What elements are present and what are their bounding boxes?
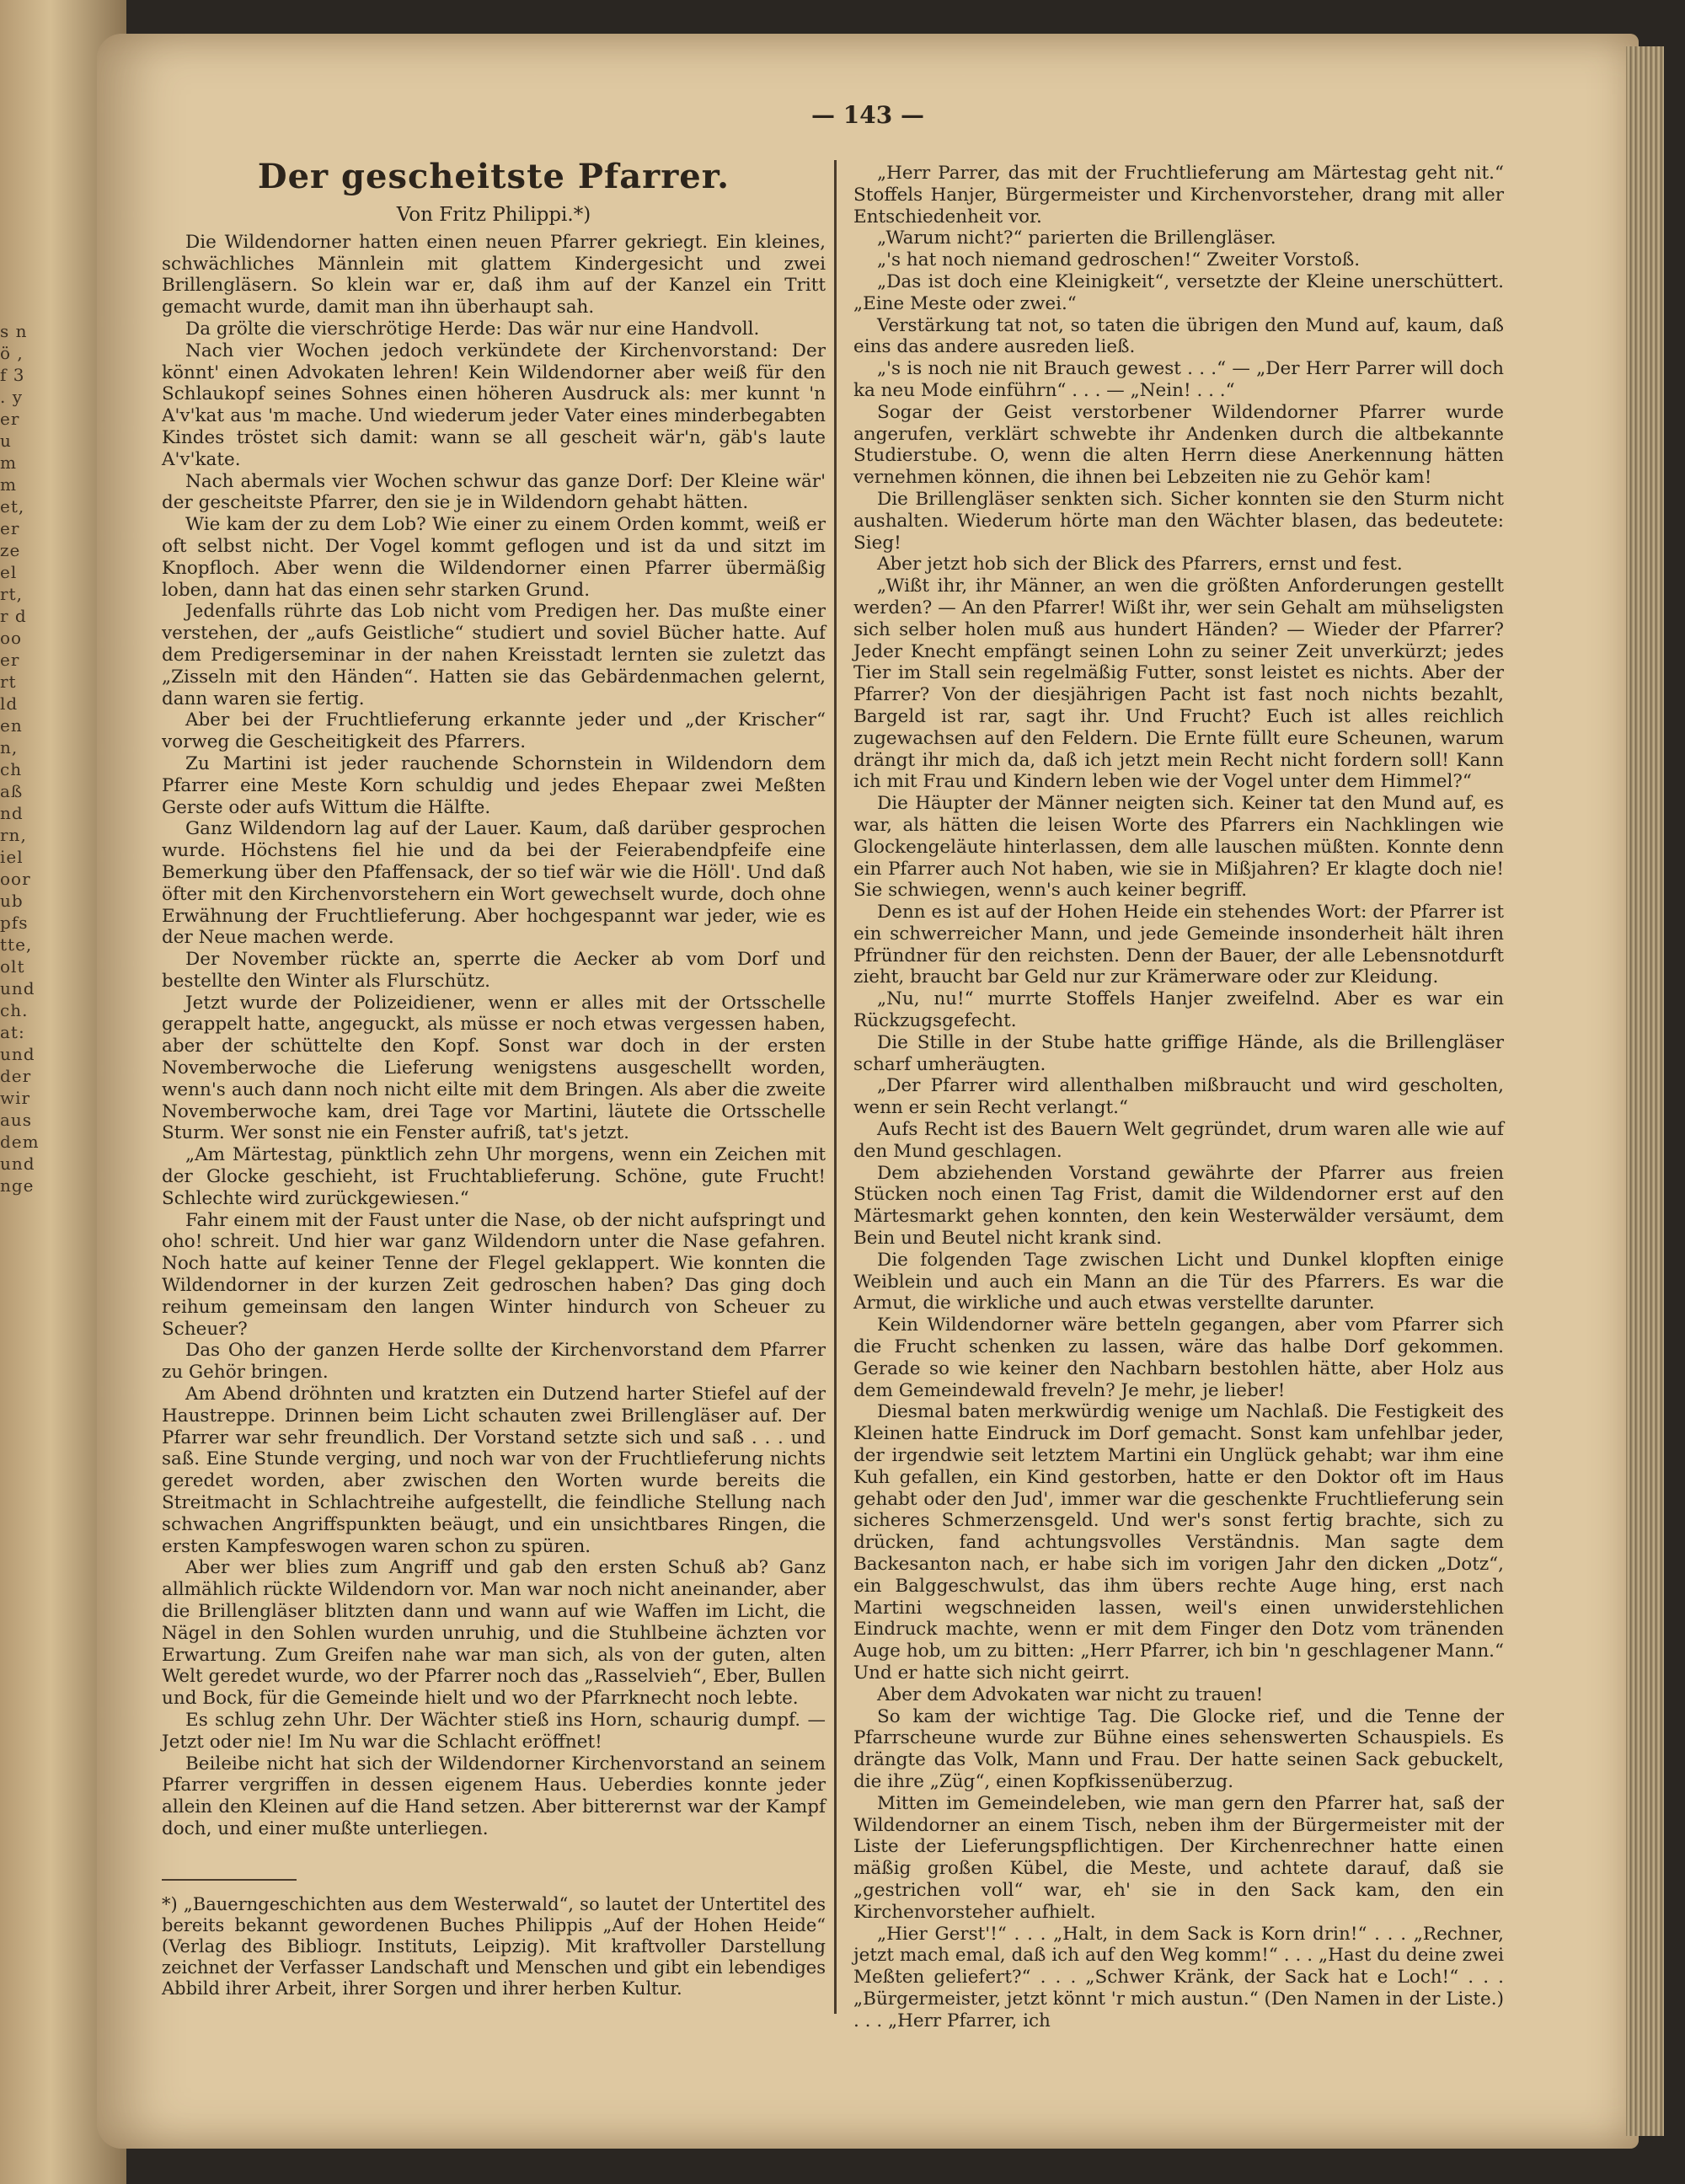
paragraph: Die Brillengläser senkten sich. Sicher konnten sie den Sturm nicht aushalten. Wiederum hörte man den Wächter blasen, das bedeutete: Sieg!: [853, 488, 1504, 554]
paragraph: „'s hat noch niemand gedroschen!“ Zweiter Vorstoß.: [877, 249, 1361, 271]
paragraph: Dem abziehenden Vorstand gewährte der Pfarrer aus freien Stücken noch einen Tag Frist, damit die Wildendorner erst auf den Märtesmarkt gehen konnten, den kein Westerwälder versäumt, dem Bein und Beutel nicht krank sind.: [853, 1162, 1504, 1250]
paragraph: Denn es ist auf der Hohen Heide ein stehendes Wort: der Pfarrer ist ein schwerreicher Mann, und jede Gemeinde insonderheit hält ihren Pfründner für den reichsten. Denn der Bauer, der alle Lebensnotdurft zieht, braucht bar Geld nur zur Krämerware oder zur Kleidung.: [853, 902, 1504, 988]
left-paragraphs: [162, 232, 826, 1840]
paragraph: Aber wer blies zum Angriff und gab den ersten Schuß ab? Ganz allmählich rückte Wildendorn vor. Man war noch nicht aneinander, aber die Brillengläser blitzten dann und wann auf wie Waffen im Licht, die Nägel in den Sohlen wurden unruhig, und die Stuhlbeine ächzten vor Erwartung. Zum Greifen nahe war man sich, als von der guten, alten Welt geredet wurde, wo der Pfarrer noch das „Rasselvieh“, Eber, Bullen und Bock, für die Gemeinde hielt und wo der Pfarrknecht noch lebte.: [162, 1557, 826, 1710]
paragraph: Die folgenden Tage zwischen Licht und Dunkel klopften einige Weiblein und auch ein Mann an die Tür des Pfarrers. Es war die Armut, die wirkliche und auch etwas verstellte darunter.: [853, 1249, 1504, 1314]
paragraph: Das Oho der ganzen Herde sollte der Kirchenvorstand dem Pfarrer zu Gehör bringen.: [162, 1340, 826, 1384]
paragraph: Beileibe nicht hat sich der Wildendorner Kirchenvorstand an seinem Pfarrer vergriffen in dessen eigenem Haus. Ueberdies konnte jeder allein den Kleinen auf die Hand setzen. Aber bitterernst war der Kampf doch, und einer mußte unterliegen.: [162, 1753, 826, 1839]
paragraph: Der November rückte an, sperrte die Aecker ab vom Dorf und bestellte den Winter als Flurschütz.: [162, 949, 826, 992]
right-column: [853, 163, 1504, 2032]
facing-page-text: s n ö , f 3 . y er u m m et, er ze el rt, r d oo er rt ld en n, ch aß nd rn, iel oor ub pfs tte, olt und ch. at: und der wir aus dem und nge: [0, 321, 40, 1196]
paragraph: „Herr Parrer, das mit der Fruchtlieferung am Märtestag geht nit.“ Stoffels Hanjer, Bürgermeister und Kirchenvorsteher, drang mit aller Entschiedenheit vor.: [853, 163, 1504, 228]
article-byline: Von Fritz Philippi.*): [396, 204, 591, 226]
paragraph: Verstärkung tat not, so taten die übrigen den Mund auf, kaum, daß eins das andere ausreden ließ.: [853, 314, 1504, 358]
paragraph: „'s is noch nie nit Brauch gewest . . .“ — „Der Herr Parrer will doch ka neu Mode einführn“ . . . — „Nein! . . .“: [853, 358, 1504, 401]
paragraph: Mitten im Gemeindeleben, wie man gern den Pfarrer hat, saß der Wildendorner an einem Tisch, neben ihm der Bürgermeister mit der Liste der Lieferungspflichtigen. Der Kirchenrechner hatte einen mäßig großen Kübel, die Meste, und achtete darauf, daß sie „gestrichen voll“ war, eh' sie in den Sack kam, den ein Kirchenvorsteher aufhielt.: [853, 1792, 1504, 1923]
paragraph: Aufs Recht ist des Bauern Welt gegründet, drum waren alle wie auf den Mund geschlagen.: [853, 1119, 1504, 1162]
paragraph: Nach abermals vier Wochen schwur das ganze Dorf: Der Kleine wär' der gescheitste Pfarrer, den sie je in Wildendorn gehabt hätten.: [162, 470, 826, 514]
paragraph: Wie kam der zu dem Lob? Wie einer zu einem Orden kommt, weiß er oft selbst nicht. Der Vogel kommt geflogen und ist da und sitzt im Knopfloch. Aber wenn die Wildendorner einen Pfarrer übermäßig loben, dann hat das einen sehr starken Grund.: [162, 514, 826, 601]
paragraph: „Warum nicht?“ parierten die Brillengläser.: [877, 228, 1276, 249]
paragraph: Die Wildendorner hatten einen neuen Pfarrer gekriegt. Ein kleines, schwächliches Männlein mit glattem Kindergesicht und zwei Brillengläsern. So klein war er, daß ihm auf der Kanzel ein Tritt gemacht wurde, damit man ihn überhaupt sah.: [162, 231, 826, 318]
paragraph: „Am Märtestag, pünktlich zehn Uhr morgens, wenn ein Zeichen mit der Glocke geschieht, ist Fruchtablieferung. Schöne, gute Frucht! Schlechte wird zurückgewiesen.“: [162, 1144, 826, 1209]
paragraph: Die Stille in der Stube hatte griffige Hände, als die Brillengläser scharf umheräugten.: [853, 1031, 1504, 1075]
paragraph: Am Abend dröhnten und kratzten ein Dutzend harter Stiefel auf der Haustreppe. Drinnen beim Licht schauten zwei Brillengläser auf. Der Pfarrer war sehr freundlich. Der Vorstand setzte sich und saß . . . und saß. Eine Stunde verging, und noch war von der Fruchtlieferung nichts geredet worden, aber zwischen den Worten wurde bereits die Streitmacht in Schlachtreihe aufgestellt, die feindliche Stellung nach schwachen Angriffspunkten beäugt, und ein unsichtbares Ringen, die ersten Kampfeswogen waren schon zu spüren.: [162, 1384, 826, 1557]
paragraph: „Das ist doch eine Kleinigkeit“, versetzte der Kleine unerschüttert. „Eine Meste oder zwei.“: [853, 270, 1504, 314]
paragraph: Zu Martini ist jeder rauchende Schornstein in Wildendorn dem Pfarrer eine Meste Korn schuldig und jedes Ehepaar zwei Meßten Gerste oder aufs Wittum die Hälfte.: [162, 752, 826, 818]
footnote-rule: [162, 1879, 297, 1881]
paragraph: „Hier Gerst'!“ . . . „Halt, in dem Sack is Korn drin!“ . . . „Rechner, jetzt mach emal, daß ich auf den Weg komm!“ . . . „Hast du deine zwei Meßten geliefert?“ . . . „Schwer Kränk, der Sack hat e Loch!“ . . . „Bürgermeister, jetzt könnt 'r mich austun.“ (Den Namen in der Liste.) . . . „Herr Pfarrer, ich: [853, 1923, 1504, 2031]
paragraph: Nach vier Wochen jedoch verkündete der Kirchenvorstand: Der könnt' einen Advokaten lehren! Kein Wildendorner aber weiß für den Schlaukopf seines Sohnes einen höheren Ausdruck als: mer kunnt 'n A'v'kat aus 'm mache. Und wiederum jeder Vater eines minderbegabten Kindes tröstet sich damit: wann se all gescheit wär'n, gäb's laute A'v'kate.: [162, 340, 826, 470]
paragraph: Sogar der Geist verstorbener Wildendorner Pfarrer wurde angerufen, verklärt schwebte ihr Andenken durch die altbekannte Studierstube. O, wenn die alten Herrn diese Anerkennung hätten vernehmen können, die ihnen bei Lebzeiten nie zu Gehör kam!: [853, 401, 1504, 489]
footnote: *) „Bauerngeschichten aus dem Westerwald“, so lautet der Untertitel des bereits bekannt gewordenen Buches Philippis „Auf der Hohen Heide“ (Verlag des Bibliogr. Instituts, Leipzig). Mit kraftvoller Darstellung zeichnet der Verfasser Landschaft und Menschen und gibt ein lebendiges Abbild ihrer Arbeit, ihrer Sorgen und ihrer herben Kultur.: [162, 1893, 826, 1999]
paragraph: Fahr einem mit der Faust unter die Nase, ob der nicht aufspringt und oho! schreit. Und hier war ganz Wildendorn unter die Nase gefahren. Noch hatte auf keiner Tenne der Flegel geklappert. Wie konnten die Wildendorner in der kurzen Zeit gedroschen haben? Das ging doch reihum gemeinsam den langen Winter hindurch von Scheuer zu Scheuer?: [162, 1209, 826, 1340]
paragraph: Diesmal baten merkwürdig wenige um Nachlaß. Die Festigkeit des Kleinen hatte Eindruck im Dorf gemacht. Sonst kam unfehlbar jeder, der irgendwie seit letztem Martini ein Unglück gehabt; war ihm eine Kuh gefallen, ein Kind gestorben, hatte er den Doktor oft im Haus gehabt oder den Jud', immer war die geschenkte Fruchtlieferung sein sicheres Schmerzensgeld. Und wer's sonst fertig brachte, sich zu drücken, fand achtungsvolles Verständnis. Man sagte dem Backesanton nach, er habe sich im vorigen Jahr den dicken „Dotz“, ein Balggeschwulst, das ihm übers rechte Auge hing, erst nach Martini wegschneiden lassen, weil's einen unwiderstehlichen Eindruck machte, wenn er mit dem Finger den Dotz vom tränenden Auge hob, um zu bitten: „Herr Pfarrer, ich bin 'n geschlagener Mann.“ Und er hatte sich nicht geirrt.: [853, 1401, 1504, 1684]
paragraph: Ganz Wildendorn lag auf der Lauer. Kaum, daß darüber gesprochen wurde. Höchstens fiel hie und da bei der Feierabendpfeife eine Bemerkung über den Pfaffensack, der so tief wär wie die Höll'. Und daß öfter mit den Kirchenvorstehern ein Wort gewechselt wurde, doch ohne Erwähnung der Fruchtlieferung. Aber hochgespannt war jeder, wie es der Neue machen werde.: [162, 818, 826, 949]
paragraph: Aber dem Advokaten war nicht zu trauen!: [877, 1684, 1264, 1705]
paragraph: Die Häupter der Männer neigten sich. Keiner tat den Mund auf, es war, als hätten die leisen Worte des Pfarrers ein Nachklingen wie Glockengeläute hinterlassen, dem alle lauschen müßten. Konnte denn ein Pfarrer auch Not haben, wie sie in Mißjahren? Er klagte doch nie! Sie schwiegen, wenn's auch keiner begriff.: [853, 793, 1504, 902]
article-title: Der gescheitste Pfarrer.: [257, 157, 730, 196]
paragraph: „Nu, nu!“ murrte Stoffels Hanjer zweifelnd. Aber es war ein Rückzugsgefecht.: [853, 988, 1504, 1032]
paragraph: So kam der wichtige Tag. Die Glocke rief, und die Tenne der Pfarrscheune wurde zur Bühne eines sehenswerten Schauspiels. Es drängte das Volk, Mann und Frau. Der hatte seinen Sack gebuckelt, die ihre „Züg“, einen Kopfkissenüberzug.: [853, 1705, 1504, 1792]
page-edges: [1626, 46, 1664, 2136]
paragraph: Aber bei der Fruchtlieferung erkannte jeder und „der Krischer“ vorweg die Gescheitigkeit des Pfarrers.: [162, 709, 826, 753]
column-divider: [834, 160, 837, 2014]
paragraph: Jetzt wurde der Polizeidiener, wenn er alles mit der Ortsschelle gerappelt hatte, angeguckt, als müsse er noch etwas vergessen haben, aber der schüttelte den Kopf. Sonst war doch in der ersten Novemberwoche die Lieferung wenigstens ausgeschellt worden, wenn's auch dann noch nicht eilte mit dem Bringen. Als aber die zweite Novemberwoche kam, drei Tage vor Martini, läutete die Ortsschelle Sturm. Wer sonst nie ein Fenster aufriß, tat's jetzt.: [162, 992, 826, 1144]
paragraph: Kein Wildendorner wäre betteln gegangen, aber vom Pfarrer sich die Frucht schenken zu lassen, wäre das halbe Dorf gekommen. Gerade so wie keiner den Nachbarn bestohlen hätte, aber Holz aus dem Gemeindewald freveln? Je mehr, je lieber!: [853, 1314, 1504, 1401]
paragraph: Aber jetzt hob sich der Blick des Pfarrers, ernst und fest.: [877, 554, 1403, 575]
left-column: [162, 156, 826, 1999]
paragraph: „Wißt ihr, ihr Männer, an wen die größten Anforderungen gestellt werden? — An den Pfarrer! Wißt ihr, wer sein Gehalt am mühseligsten sich selber holen muß aus hundert Händen? — Wieder der Pfarrer? Jeder Knecht empfängt seinen Lohn zu seiner Zeit unverkürzt; jedes Tier im Stall sein regelmäßig Futter, sonst leistet es nichts. Aber der Pfarrer? Von der diesjährigen Pacht ist fast noch nichts bezahlt, Bargeld ist rar, sagt ihr. Und Frucht? Euch ist alles reichlich zugewachsen auf den Feldern. Die Ernte füllt eure Scheunen, warum drängt ihr mich da, daß ich jetzt mein Recht nicht fordern soll! Kann ich mit Frau und Kindern leben wie der Vogel unter dem Himmel?“: [853, 575, 1504, 793]
paragraph: Da grölte die vierschrötige Herde: Das wär nur eine Handvoll.: [185, 318, 760, 340]
right-paragraphs: [853, 163, 1504, 2032]
paragraph: „Der Pfarrer wird allenthalben mißbraucht und wird gescholten, wenn er sein Recht verlangt.“: [853, 1075, 1504, 1119]
paragraph: Jedenfalls rührte das Lob nicht vom Predigen her. Das mußte einer verstehen, der „aufs Geistliche“ studiert und soviel Bücher hatte. Auf dem Predigerseminar in der nahen Kreisstadt lernten sie zuletzt das „Zisseln mit den Händen“. Hatten sie das Gebärdenmachen gelernt, dann waren sie fertig.: [162, 601, 826, 709]
page-number: — 143 —: [811, 101, 924, 129]
paragraph: Es schlug zehn Uhr. Der Wächter stieß ins Horn, schaurig dumpf. — Jetzt oder nie! Im Nu war die Schlacht eröffnet!: [162, 1709, 826, 1753]
